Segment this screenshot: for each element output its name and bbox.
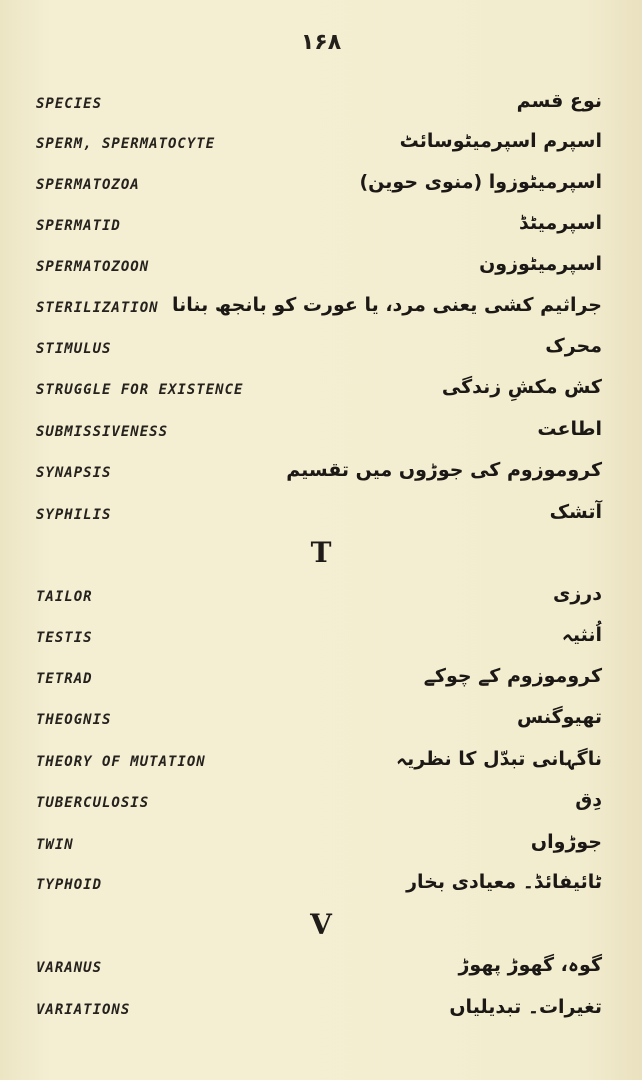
glossary-entry: [0, 171, 642, 207]
urdu-term: کروموزوم کی جوڑوں میں تقسیم: [286, 459, 602, 481]
english-term: TETRAD: [36, 671, 93, 687]
english-term: SPERMATOZOA: [36, 177, 140, 193]
urdu-term: نوع قسم: [516, 90, 602, 112]
glossary-entry: [0, 706, 642, 742]
urdu-term: جوڑواں: [530, 831, 602, 853]
urdu-term: درزی: [552, 583, 602, 605]
glossary-entry: [0, 996, 642, 1032]
english-term: SPECIES: [36, 96, 103, 112]
english-term: SPERM, SPERMATOCYTE: [36, 136, 216, 152]
glossary-entry: [0, 665, 642, 701]
english-term: VARANUS: [36, 960, 103, 976]
english-term: TWIN: [36, 837, 74, 853]
urdu-term: کروموزوم کے چوکے: [423, 665, 602, 687]
glossary-entry: [0, 212, 642, 248]
glossary-entry: [0, 954, 642, 990]
urdu-term: اسپرمیٹوزون: [479, 253, 602, 275]
urdu-term: تھیوگنس: [516, 706, 602, 728]
english-term: SYPHILIS: [36, 507, 112, 523]
english-term: VARIATIONS: [36, 1002, 131, 1018]
english-term: TYPHOID: [36, 877, 103, 893]
english-term: TUBERCULOSIS: [36, 795, 150, 811]
urdu-term: اطاعت: [537, 418, 602, 440]
section-heading-t: T: [310, 536, 332, 569]
urdu-term: دِق: [575, 789, 602, 811]
glossary-entry: [0, 130, 642, 166]
english-term: STRUGGLE FOR EXISTENCE: [36, 382, 244, 398]
urdu-term: تغیرات۔ تبدیلیاں: [449, 996, 602, 1018]
section-heading-v: V: [310, 908, 332, 941]
glossary-entry: [0, 335, 642, 371]
glossary-entry: [0, 253, 642, 289]
urdu-term: آتشک: [549, 501, 602, 523]
urdu-term: جراثیم کشی یعنی مرد، یا عورت کو بانجھ بنانا: [172, 294, 602, 316]
glossary-entry: [0, 459, 642, 495]
glossary-entry: [0, 376, 642, 412]
urdu-term: محرک: [545, 335, 602, 357]
urdu-term: ناگہانی تبدّل کا نظریہ: [395, 748, 602, 770]
english-term: SPERMATID: [36, 218, 121, 234]
english-term: TESTIS: [36, 630, 93, 646]
urdu-term: اُنثیہ: [561, 624, 602, 646]
glossary-entry: [0, 624, 642, 660]
glossary-entry: [0, 789, 642, 825]
english-term: TAILOR: [36, 589, 93, 605]
glossary-entry: [0, 418, 642, 454]
glossary-entry: [0, 871, 642, 907]
urdu-term: ٹائیفائڈ۔ معیادی بخار: [406, 871, 602, 893]
glossary-entry: [0, 501, 642, 537]
english-term: THEORY OF MUTATION: [36, 754, 206, 770]
english-term: SUBMISSIVENESS: [36, 424, 169, 440]
english-term: SYNAPSIS: [36, 465, 112, 481]
urdu-term: کش مکشِ زندگی: [441, 376, 602, 398]
urdu-term: اسپرمیٹڈ: [518, 212, 602, 234]
glossary-entry: [0, 294, 642, 330]
english-term: STIMULUS: [36, 341, 112, 357]
english-term: THEOGNIS: [36, 712, 112, 728]
urdu-term: اسپرمیٹوزوا (منوی حوین): [359, 171, 602, 193]
english-term: STERILIZATION: [36, 300, 159, 316]
glossary-entry: [0, 831, 642, 867]
page-number: ۱۶۸: [300, 30, 342, 55]
glossary-entry: [0, 583, 642, 619]
urdu-term: گوہ، گھوڑ پھوڑ: [458, 954, 602, 976]
english-term: SPERMATOZOON: [36, 259, 150, 275]
glossary-entry: [0, 90, 642, 126]
urdu-term: اسپرم اسپرمیٹوسائٹ: [399, 130, 602, 152]
glossary-entry: [0, 748, 642, 784]
